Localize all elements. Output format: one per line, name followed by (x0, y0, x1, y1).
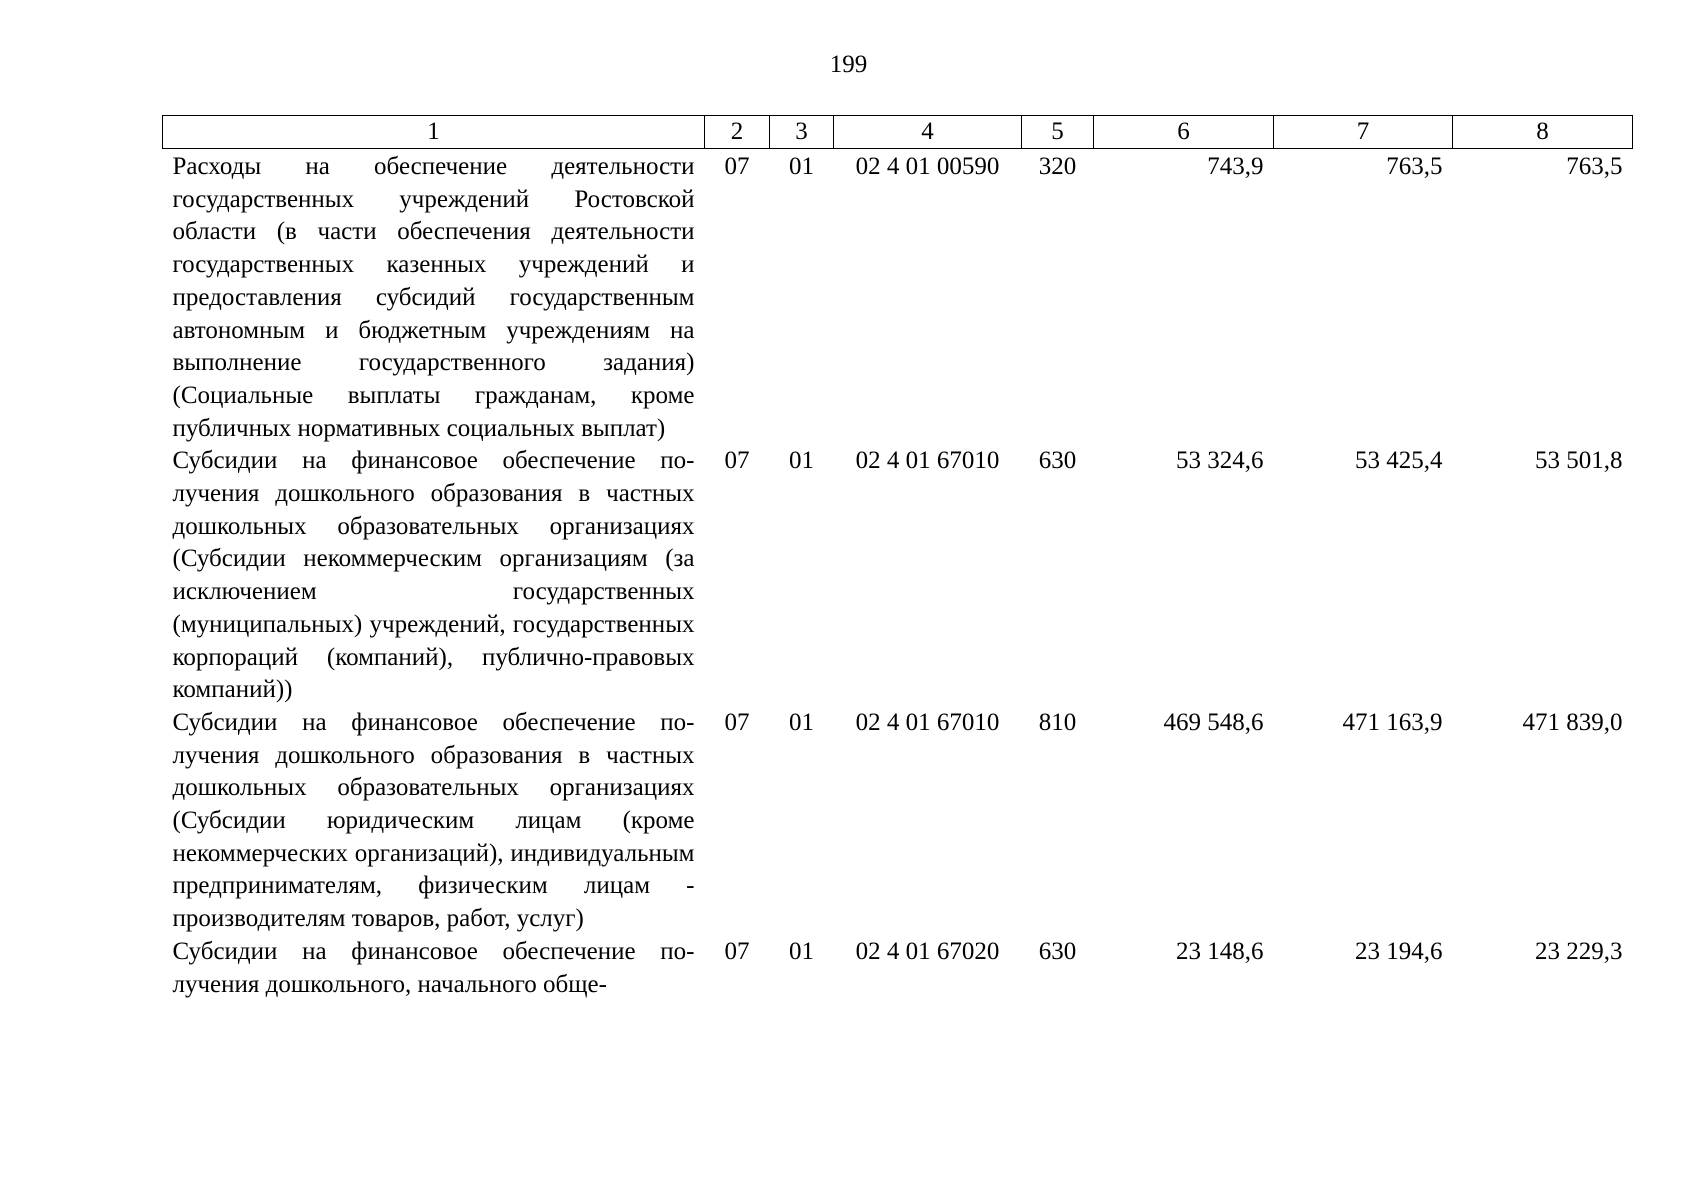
header-col-1: 1 (163, 116, 705, 149)
header-col-5: 5 (1022, 116, 1094, 149)
row-description: Расходы на обеспечение деятельности государственных учреждений Ростовской области (в части обеспечения деятельности государственных казенных учреждений и предоставления субсидий государственным автономным и бюджетным учреждениям на выполнение государственного задания) (Социальные выплаты гражданам, кроме публичных нормативных социальных выплат) (172, 153, 695, 442)
row-section-code: 07 (724, 447, 750, 475)
header-col-6: 6 (1094, 116, 1274, 149)
row-target-code: 02 4 01 67020 (855, 937, 1000, 965)
row-expense-type-code: 630 (1038, 447, 1077, 475)
header-col-8: 8 (1453, 116, 1633, 149)
budget-table (162, 115, 1633, 1001)
header-col-7: 7 (1274, 116, 1453, 149)
table-header (163, 116, 1633, 149)
table-row (163, 445, 1633, 707)
header-row (163, 116, 1633, 149)
row-amount-col-7: 53 425,4 (1355, 447, 1443, 475)
row-amount-col-7: 23 194,6 (1355, 937, 1443, 965)
row-amount-col-7: 471 163,9 (1342, 708, 1443, 736)
row-expense-type-code: 320 (1038, 153, 1077, 180)
row-amount-col-6: 53 324,6 (1176, 447, 1264, 475)
row-amount-col-6: 469 548,6 (1163, 708, 1264, 736)
table-row (163, 149, 1633, 446)
table-body (163, 149, 1633, 1002)
row-amount-col-8: 763,5 (1566, 153, 1623, 180)
row-subsection-code: 01 (789, 447, 814, 475)
row-amount-col-6: 743,9 (1207, 153, 1264, 180)
budget-table-container (162, 115, 1632, 1001)
row-description: Субсидии на финансовое обеспечение получения дошкольного, начального обще- (172, 937, 695, 998)
row-subsection-code: 01 (789, 153, 814, 180)
row-expense-type-code: 810 (1038, 708, 1077, 736)
row-amount-col-7: 763,5 (1386, 153, 1443, 180)
row-section-code: 07 (724, 153, 750, 180)
header-col-3: 3 (770, 116, 834, 149)
page-number: 199 (829, 51, 868, 78)
table-row (163, 936, 1633, 1001)
header-col-2: 2 (705, 116, 770, 149)
row-amount-col-8: 471 839,0 (1522, 708, 1623, 736)
row-amount-col-8: 53 501,8 (1535, 447, 1623, 475)
row-target-code: 02 4 01 67010 (855, 447, 1000, 475)
row-section-code: 07 (724, 937, 750, 965)
row-target-code: 02 4 01 00590 (855, 153, 1000, 180)
row-expense-type-code: 630 (1038, 937, 1077, 965)
row-amount-col-6: 23 148,6 (1176, 937, 1264, 965)
row-section-code: 07 (724, 708, 750, 736)
row-subsection-code: 01 (789, 708, 814, 736)
row-target-code: 02 4 01 67010 (855, 708, 1000, 736)
row-amount-col-8: 23 229,3 (1535, 937, 1623, 965)
row-description: Субсидии на финансовое обеспечение получения дошкольного образования в частных дошкольных образовательных организациях (Субсидии некоммерческим организациям (за исключением государственных (муниципальных) учреждений, государственных корпораций (компаний), публично-правовых компаний)) (172, 447, 695, 704)
row-description: Субсидии на финансовое обеспечение получения дошкольного образования в частных дошкольных образовательных организациях (Субсидии юридическим лицам (кроме некоммерческих организаций), индивидуальным предпринимателям, физическим лицам - производителям товаров, работ, услуг) (172, 708, 695, 933)
row-subsection-code: 01 (789, 937, 814, 965)
table-row (163, 707, 1633, 936)
header-col-4: 4 (834, 116, 1022, 149)
